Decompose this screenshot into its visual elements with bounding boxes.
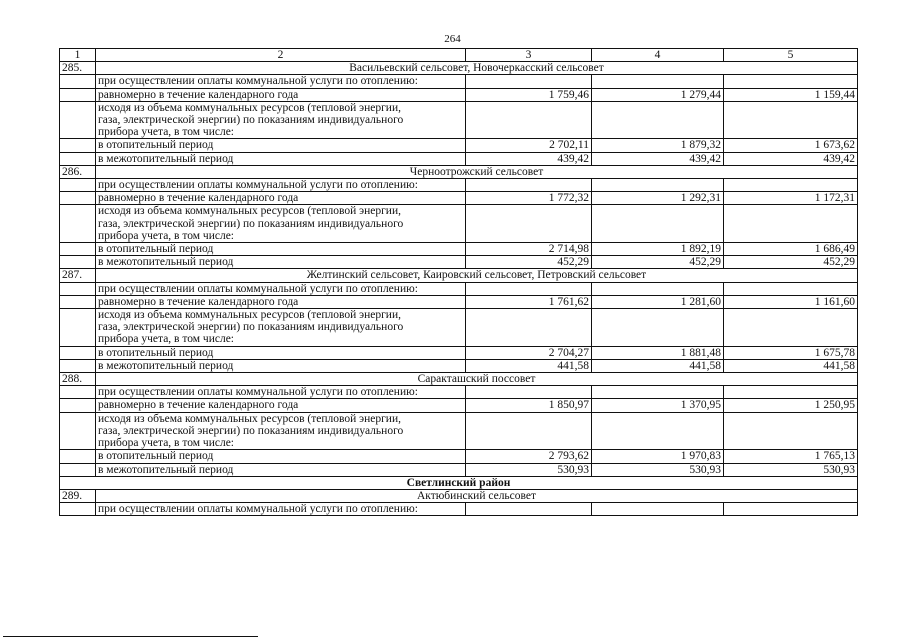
row-label: равномерно в течение календарного года	[96, 399, 466, 412]
value-cell: 452,29	[724, 256, 858, 269]
value-cell: 441,58	[724, 359, 858, 372]
value-cell: 1 292,31	[592, 192, 724, 205]
row-label: при осуществлении оплаты коммунальной услуги по отоплению:	[96, 503, 466, 516]
value-cell: 530,93	[592, 463, 724, 476]
value-cell: 2 702,11	[466, 139, 592, 152]
empty-cell	[60, 346, 96, 359]
data-row	[60, 359, 858, 372]
value-cell: 2 793,62	[466, 450, 592, 463]
empty-cell	[60, 463, 96, 476]
empty-cell	[60, 192, 96, 205]
row-label: при осуществлении оплаты коммунальной услуги по отоплению:	[96, 179, 466, 192]
settlement-name: Актюбинский сельсовет	[96, 489, 858, 502]
empty-cell	[466, 205, 592, 243]
empty-cell	[592, 101, 724, 139]
row-label: в межотопительный период	[96, 359, 466, 372]
header-row	[60, 49, 858, 62]
row-label: при осуществлении оплаты коммунальной услуги по отоплению:	[96, 386, 466, 399]
settlement-name: Желтинский сельсовет, Каировский сельсовет, Петровский сельсовет	[96, 269, 858, 282]
section-title-row	[60, 373, 858, 386]
empty-cell	[724, 503, 858, 516]
empty-cell	[60, 295, 96, 308]
value-cell: 441,58	[466, 359, 592, 372]
row-number: 289.	[60, 489, 96, 502]
heading-row	[60, 282, 858, 295]
value-cell: 1 761,62	[466, 295, 592, 308]
row-number: 286.	[60, 165, 96, 178]
meter-row	[60, 205, 858, 243]
empty-cell	[724, 309, 858, 347]
heading-row	[60, 386, 858, 399]
data-row	[60, 295, 858, 308]
empty-cell	[724, 282, 858, 295]
empty-cell	[592, 386, 724, 399]
empty-cell	[466, 309, 592, 347]
value-cell: 1 879,32	[592, 139, 724, 152]
district-title: Светлинский район	[60, 476, 858, 489]
settlement-name: Васильевский сельсовет, Новочеркасский сельсовет	[96, 62, 858, 75]
header-cell: 1	[60, 49, 96, 62]
row-number: 285.	[60, 62, 96, 75]
empty-cell	[466, 101, 592, 139]
data-row	[60, 463, 858, 476]
value-cell: 1 161,60	[724, 295, 858, 308]
value-cell: 452,29	[466, 256, 592, 269]
value-cell: 1 759,46	[466, 88, 592, 101]
row-label: равномерно в течение календарного года	[96, 295, 466, 308]
value-cell: 1 673,62	[724, 139, 858, 152]
empty-cell	[60, 412, 96, 450]
empty-cell	[724, 205, 858, 243]
empty-cell	[60, 399, 96, 412]
empty-cell	[724, 75, 858, 88]
heading-row	[60, 179, 858, 192]
row-number: 287.	[60, 269, 96, 282]
empty-cell	[466, 75, 592, 88]
data-row	[60, 256, 858, 269]
row-label: исходя из объема коммунальных ресурсов (тепловой энергии, газа, электрической энергии) по показаниям индивидуального прибора учета, в том числе:	[96, 309, 466, 347]
row-label: исходя из объема коммунальных ресурсов (тепловой энергии, газа, электрической энергии) по показаниям индивидуального прибора учета, в том числе:	[96, 412, 466, 450]
data-row	[60, 139, 858, 152]
empty-cell	[592, 205, 724, 243]
empty-cell	[466, 412, 592, 450]
value-cell: 1 850,97	[466, 399, 592, 412]
value-cell: 1 881,48	[592, 346, 724, 359]
section-title-row	[60, 489, 858, 502]
row-label: в межотопительный период	[96, 152, 466, 165]
value-cell: 1 772,32	[466, 192, 592, 205]
value-cell: 2 714,98	[466, 243, 592, 256]
empty-cell	[60, 139, 96, 152]
header-cell: 2	[96, 49, 466, 62]
tariff-table	[59, 48, 858, 516]
empty-cell	[592, 282, 724, 295]
data-row	[60, 88, 858, 101]
heading-row	[60, 75, 858, 88]
empty-cell	[724, 179, 858, 192]
value-cell: 1 370,95	[592, 399, 724, 412]
empty-cell	[60, 75, 96, 88]
value-cell: 1 892,19	[592, 243, 724, 256]
value-cell: 1 765,13	[724, 450, 858, 463]
section-title-row	[60, 165, 858, 178]
district-row	[60, 476, 858, 489]
empty-cell	[724, 412, 858, 450]
value-cell: 1 281,60	[592, 295, 724, 308]
empty-cell	[60, 243, 96, 256]
row-label: при осуществлении оплаты коммунальной услуги по отоплению:	[96, 282, 466, 295]
heading-row	[60, 503, 858, 516]
row-label: при осуществлении оплаты коммунальной услуги по отоплению:	[96, 75, 466, 88]
settlement-name: Черноотрожский сельсовет	[96, 165, 858, 178]
data-row	[60, 346, 858, 359]
empty-cell	[60, 386, 96, 399]
empty-cell	[60, 282, 96, 295]
value-cell: 439,42	[466, 152, 592, 165]
empty-cell	[724, 101, 858, 139]
empty-cell	[592, 309, 724, 347]
data-row	[60, 243, 858, 256]
empty-cell	[592, 75, 724, 88]
value-cell: 1 675,78	[724, 346, 858, 359]
value-cell: 1 686,49	[724, 243, 858, 256]
page-number: 264	[444, 33, 461, 45]
row-number: 288.	[60, 373, 96, 386]
empty-cell	[60, 152, 96, 165]
empty-cell	[466, 386, 592, 399]
meter-row	[60, 101, 858, 139]
value-cell: 1 279,44	[592, 88, 724, 101]
section-title-row	[60, 269, 858, 282]
footnote-divider	[3, 636, 258, 637]
empty-cell	[724, 386, 858, 399]
row-label: исходя из объема коммунальных ресурсов (тепловой энергии, газа, электрической энергии) по показаниям индивидуального прибора учета, в том числе:	[96, 205, 466, 243]
empty-cell	[592, 179, 724, 192]
value-cell: 452,29	[592, 256, 724, 269]
empty-cell	[466, 179, 592, 192]
empty-cell	[60, 359, 96, 372]
empty-cell	[60, 503, 96, 516]
value-cell: 1 172,31	[724, 192, 858, 205]
row-label: в отопительный период	[96, 346, 466, 359]
data-row	[60, 192, 858, 205]
value-cell: 2 704,27	[466, 346, 592, 359]
value-cell: 1 159,44	[724, 88, 858, 101]
meter-row	[60, 412, 858, 450]
empty-cell	[60, 205, 96, 243]
empty-cell	[60, 309, 96, 347]
empty-cell	[60, 179, 96, 192]
value-cell: 1 250,95	[724, 399, 858, 412]
empty-cell	[592, 412, 724, 450]
value-cell: 1 970,83	[592, 450, 724, 463]
header-cell: 3	[466, 49, 592, 62]
header-cell: 5	[724, 49, 858, 62]
settlement-name: Саракташский поссовет	[96, 373, 858, 386]
value-cell: 439,42	[724, 152, 858, 165]
empty-cell	[466, 282, 592, 295]
data-row	[60, 399, 858, 412]
row-label: в отопительный период	[96, 450, 466, 463]
row-label: равномерно в течение календарного года	[96, 192, 466, 205]
header-cell: 4	[592, 49, 724, 62]
row-label: в отопительный период	[96, 243, 466, 256]
row-label: исходя из объема коммунальных ресурсов (тепловой энергии, газа, электрической энергии) по показаниям индивидуального прибора учета, в том числе:	[96, 101, 466, 139]
value-cell: 530,93	[724, 463, 858, 476]
empty-cell	[466, 503, 592, 516]
value-cell: 441,58	[592, 359, 724, 372]
empty-cell	[592, 503, 724, 516]
value-cell: 530,93	[466, 463, 592, 476]
row-label: в межотопительный период	[96, 256, 466, 269]
section-title-row	[60, 62, 858, 75]
data-row	[60, 152, 858, 165]
row-label: в межотопительный период	[96, 463, 466, 476]
row-label: равномерно в течение календарного года	[96, 88, 466, 101]
empty-cell	[60, 256, 96, 269]
empty-cell	[60, 450, 96, 463]
empty-cell	[60, 88, 96, 101]
meter-row	[60, 309, 858, 347]
data-row	[60, 450, 858, 463]
value-cell: 439,42	[592, 152, 724, 165]
row-label: в отопительный период	[96, 139, 466, 152]
empty-cell	[60, 101, 96, 139]
